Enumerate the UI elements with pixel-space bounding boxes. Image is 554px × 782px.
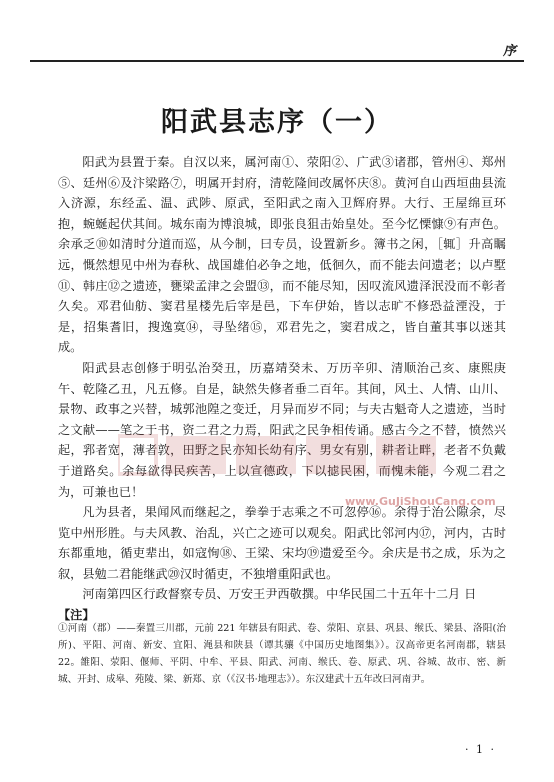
paragraph-2: 阳武县志创修于明弘治癸丑，历嘉靖癸未、万历辛卯、清顺治己亥、康熙庚午、乾隆乙丑，凡五修。自是，缺然失修者垂二百年。其间，风土、人情、山川、景物、政事之兴替，城郭池隍之变迁，月异而岁不同；与夫古魁奇人之遗迹，当时之文献——笔之于书，资二君之力焉，阳武之民争相传诵。感古今之不替，愤然兴起，郛者宽，薄者敦，田野之民亦知长幼有序、男女有别，耕者让畔，老者不负戴于道路矣。余每欲得民疾苦，上以宣德政，下以摅民困，而愧未能，今观二君之为，可兼也已！ bbox=[58, 360, 506, 499]
footnote bbox=[58, 620, 506, 688]
running-head-label: 序 bbox=[502, 44, 516, 59]
body-text bbox=[58, 152, 506, 626]
paragraph-3: 凡为县者，果闻风而继起之，拳拳于志乘之不可忽停⑯。余得于治公隙余，尽览中州形胜。与夫风教、治乱，兴亡之迹可以观矣。阳武比邻河内⑰，河内，古时东都重地，循吏辈出，如寇恂⑱、王梁、宋均⑲遗爱至今。余庆是书之成，乐为之叙，县勉二君能继武⑳汉时循吏，不独增重阳武也。 bbox=[58, 505, 506, 581]
page-title: 阳武县志序（一） bbox=[161, 107, 393, 138]
watermark-url: www.GuJiShouCang.com bbox=[345, 495, 496, 508]
notes-heading: 【注】 bbox=[58, 608, 95, 623]
page-number: · 1 · bbox=[465, 743, 496, 756]
paragraph-4-signature: 河南第四区行政督察专员、万安王尹西敬撰。中华民国二十五年十二月 日 bbox=[82, 587, 477, 602]
paragraph-1: 阳武为县置于秦。自汉以来，属河南①、荥阳②、广武③诸郡，管州④、郑州⑤、廷州⑥及汴梁路⑦，明属开封府，清乾隆间改属怀庆⑧。黄河自山西垣曲县流入济源，东经孟、温、武陟、原武，至阳武之南入卫辉府界。大行、王屋绵亘环抱，蜿蜒起伏其间。城东南为博浪城，即张良狙击始皇处。至今忆慄慷⑨有声色。余承乏⑩如清时分道而巡，从今制，曰专员，设置新乡。簿书之闲，［辄］升高瞩远，慨然想见中州为春秋、战国雄伯必争之地，低徊久，而不能去问遗老；以卢墅⑪、韩庄⑫之遗迹，甕梁孟津之会盟⑬，而不能尽知，因叹流风遗泽泯没而不彰者久矣。邓君仙舫、窦君星楼先后宰是邑，下车伊始，皆以志旷不修恐益湮没，于是，招集耆旧，搜逸寞⑭，寻坠绪⑮，邓君先之，窦君成之，皆自董其事以迷其成。 bbox=[58, 155, 506, 355]
running-header bbox=[30, 38, 524, 62]
footnote-1: ①河南（郡）——秦置三川郡，元前 221 年辖县有阳武、卷、荥阳、京县、巩县、缑氏、梁县、洛阳(治所)、平阳、河南、新安、宜阳、渑县和陕县（谭其骧《中国历史地图集》）。汉高帝更名河南郡，辖县 22。雒阳、荥阳、偃师、平阴、中牟、平县、阳武、河南、缑氏、卷、原武、巩、谷城、故市、密、新城、开封、成皋、苑陵、梁、新郑、京（《汉书·地理志》）。东汉建武十五年改曰河南尹。 bbox=[58, 623, 506, 685]
